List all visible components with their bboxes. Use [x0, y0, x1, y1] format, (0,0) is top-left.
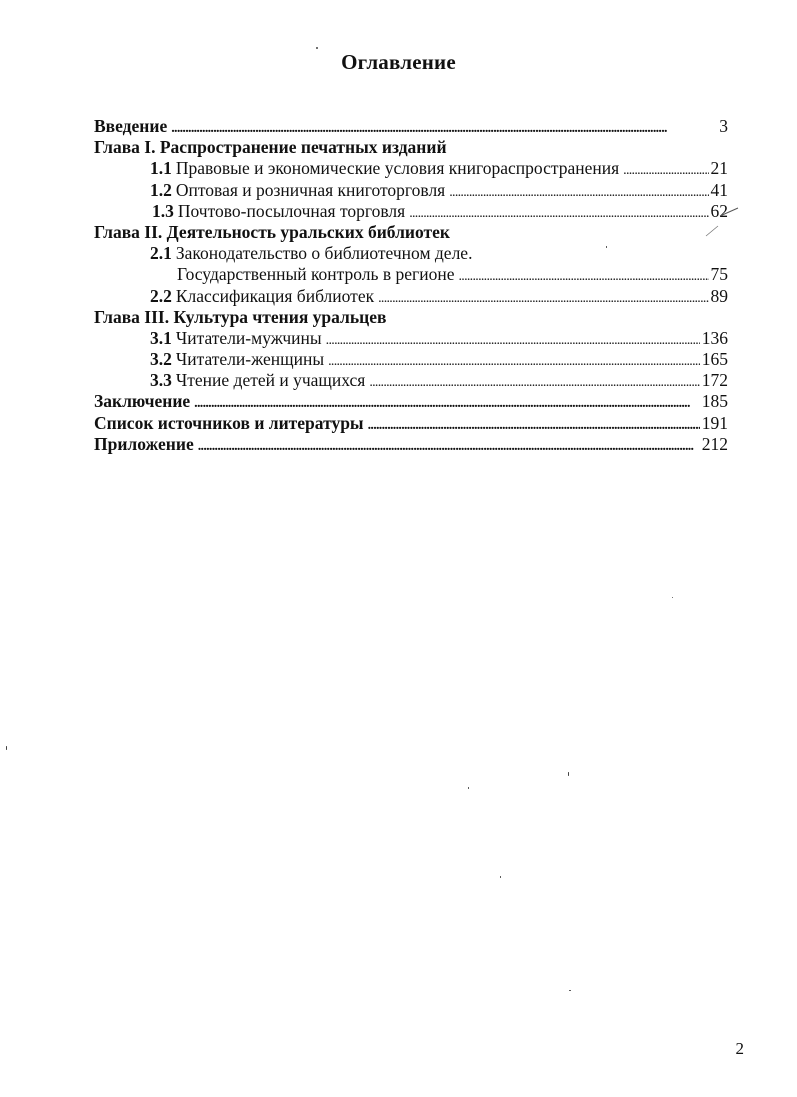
- toc-chapter-title: Глава I. Распространение печатных изданий: [94, 137, 447, 158]
- toc-entry-3-1: [94, 328, 728, 349]
- toc-chapter-title: Глава III. Культура чтения уральцев: [94, 306, 387, 327]
- toc-entry-title: Правовые и экономические условия книгораспространения: [175, 158, 620, 179]
- toc-chapter-2: [94, 222, 728, 243]
- dot-leader: [458, 264, 708, 287]
- dot-leader: [198, 434, 700, 457]
- scan-speck: [568, 772, 569, 776]
- toc-entry-sources: [94, 413, 728, 434]
- toc-chapter-1: [94, 137, 728, 158]
- toc-chapter-title: Глава II. Деятельность уральских библиотек: [94, 221, 450, 242]
- toc-entry-title: Оптовая и розничная книготорговля: [175, 179, 446, 200]
- toc-entry-2-2: [94, 286, 728, 307]
- toc-entry-page: 3: [719, 116, 728, 136]
- toc-entry-page: 89: [710, 285, 728, 306]
- toc-entry-title: Почтово-посылочная торговля: [177, 200, 406, 221]
- toc-entry-page: 21: [710, 158, 728, 179]
- toc-entry-page: 62: [710, 200, 728, 221]
- dot-leader: [623, 158, 708, 181]
- page-number: 2: [735, 1039, 744, 1058]
- section-number: 1.1: [150, 158, 172, 179]
- toc-entry-page: 212: [701, 433, 728, 454]
- section-number: 3.2: [150, 349, 172, 370]
- scan-speck: [316, 47, 318, 49]
- dot-leader: [328, 349, 700, 372]
- toc-entry-2-1-continued: [94, 264, 728, 285]
- toc-entry-3-2: [94, 349, 728, 370]
- section-number: 2.1: [150, 243, 172, 264]
- dot-leader: [326, 328, 700, 351]
- toc-entry-2-1: [94, 243, 728, 264]
- toc-entry-title: Заключение: [94, 391, 191, 412]
- toc-entry-intro: [94, 116, 728, 137]
- toc-entry-page: 185: [701, 391, 728, 412]
- toc-entry-1-3: [94, 201, 728, 222]
- toc-entry-title: Читатели-мужчины: [175, 327, 322, 348]
- section-number: 1.2: [150, 179, 172, 200]
- toc-entry-title: Читатели-женщины: [175, 349, 325, 370]
- toc-entry-appendix: [94, 434, 728, 455]
- section-number: 2.2: [150, 285, 172, 306]
- section-number: 3.1: [150, 327, 172, 348]
- dot-leader: [378, 286, 708, 309]
- toc-entry-title: Приложение: [94, 433, 194, 454]
- page-title: Оглавление: [341, 50, 456, 74]
- toc-entry-page: 75: [710, 264, 728, 285]
- toc-entry-conclusion: [94, 391, 728, 412]
- toc-entry-title: Классификация библиотек: [175, 285, 375, 306]
- toc-entry-1-2: [94, 180, 728, 201]
- toc-entry-1-1: [94, 158, 728, 179]
- scan-speck: [672, 597, 673, 598]
- toc-chapter-3: [94, 307, 728, 328]
- dot-leader: [194, 391, 700, 414]
- toc-entry-page: 191: [701, 412, 728, 433]
- toc-entry-page: 165: [701, 349, 728, 370]
- table-of-contents: [94, 116, 728, 455]
- toc-entry-page: 172: [701, 370, 728, 391]
- scan-speck: [500, 876, 501, 878]
- scan-speck: [468, 787, 469, 789]
- toc-entry-title: Введение: [94, 116, 168, 136]
- toc-entry-page: 41: [710, 179, 728, 200]
- section-number: 1.3: [152, 200, 174, 221]
- pen-mark: [700, 204, 740, 238]
- toc-entry-title-continued: Государственный контроль в регионе: [177, 264, 455, 285]
- toc-entry-page: 136: [701, 327, 728, 348]
- scan-speck: [606, 246, 607, 248]
- dot-leader: [369, 370, 699, 393]
- dot-leader: [368, 413, 700, 436]
- dot-leader: [409, 201, 708, 224]
- toc-entry-3-3: [94, 370, 728, 391]
- dot-leader: [171, 116, 717, 139]
- toc-entry-title: Список источников и литературы: [94, 412, 364, 433]
- section-number: 3.3: [150, 370, 172, 391]
- toc-entry-title: Законодательство о библиотечном деле.: [175, 243, 473, 264]
- dot-leader: [449, 180, 708, 203]
- toc-entry-title: Чтение детей и учащихся: [175, 370, 366, 391]
- scan-speck: [569, 990, 571, 991]
- scan-speck: [6, 746, 7, 750]
